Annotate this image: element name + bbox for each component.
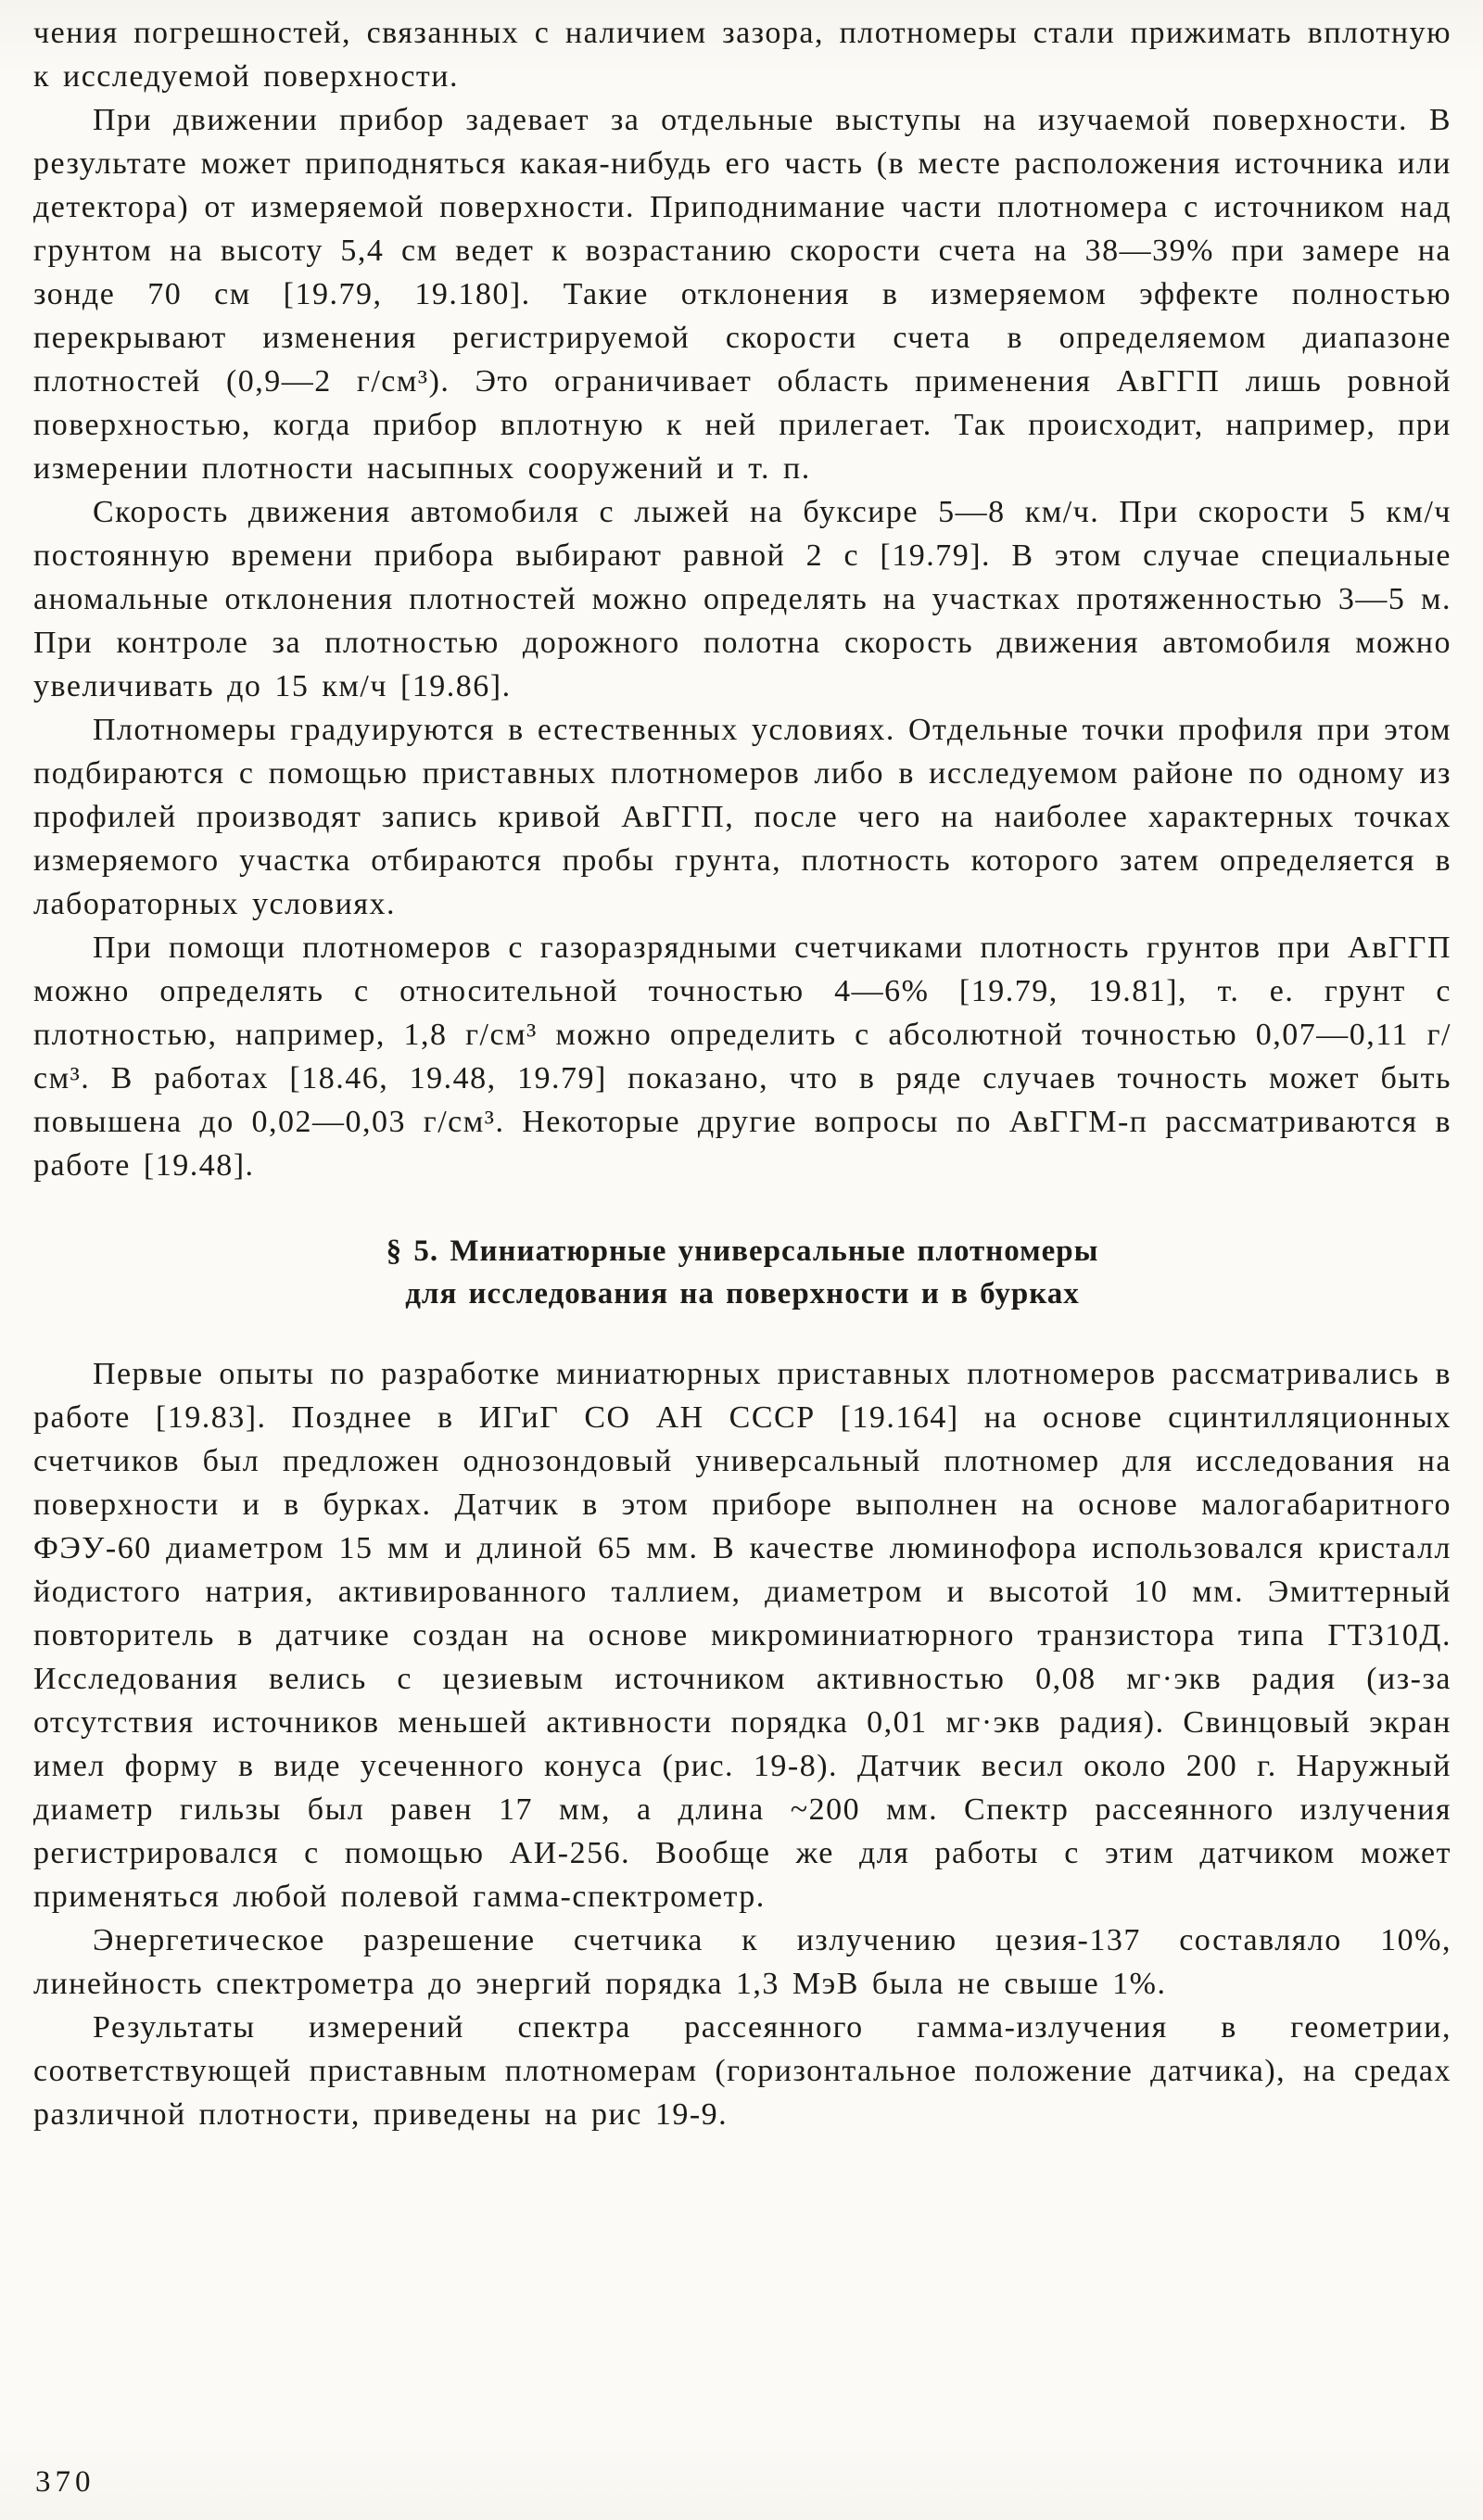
paragraph: При движении прибор задевает за отдельные выступы на изучаемой поверхности. В результате может приподняться какая-нибудь его часть (в месте расположения источника или детектора) от измеряемой поверхности. Приподнимание части плотномера с источником над грунтом на высоту 5,4 см ведет к возрастанию скорости счета на 38—39% при замере на зонде 70 см [19.79, 19.180]. Такие отклонения в измеряемом эффекте полностью перекрывают изменения регистрируемой скорости счета в определяемом диапазоне плотностей (0,9—2 г/см³). Это ограничивает область применения АвГГП лишь ровной поверхностью, когда прибор вплотную к ней прилегает. Так происходит, например, при измерении плотности насыпных сооружений и т. п. bbox=[33, 103, 1451, 486]
paragraph: При помощи плотномеров с газоразрядными счетчиками плотность грунтов при АвГГП можно определять с относительной точностью 4—6% [19.79, 19.81], т. е. грунт с плотностью, например, 1,8 г/см³ можно определить с абсолютной точностью 0,07—0,11 г/см³. В работах [18.46, 19.48, 19.79] показано, что в ряде случаев точность может быть повышена до 0,02—0,03 г/см³. Некоторые другие вопросы по АвГГМ-п рассматриваются в работе [19.48]. bbox=[33, 931, 1451, 1183]
paragraph: Плотномеры градуируются в естественных условиях. Отдельные точки профиля при этом подбираются с помощью приставных плотномеров либо в исследуемом районе по одному из профилей производят запись кривой АвГГП, после чего на наиболее характерных точках измеряемого участка отбираются пробы грунта, плотность которого затем определяется в лабораторных условиях. bbox=[33, 713, 1451, 921]
paragraph: Энергетическое разрешение счетчика к излучению цезия-137 составляло 10%, линейность спектрометра до энергий порядка 1,3 МэВ была не свыше 1%. bbox=[33, 1923, 1451, 2001]
paragraph: Скорость движения автомобиля с лыжей на буксире 5—8 км/ч. При скорости 5 км/ч постоянную времени прибора выбирают равной 2 с [19.79]. В этом случае специальные аномальные отклонения плотностей можно определять на участках протяженностью 3—5 м. При контроле за плотностью дорожного полотна скорость движения автомобиля можно увеличивать до 15 км/ч [19.86]. bbox=[33, 495, 1451, 703]
paragraph-continuation: чения погрешностей, связанных с наличием зазора, плотномеры стали прижимать вплотную к исследуемой поверхности. bbox=[33, 16, 1451, 94]
page-number: 370 bbox=[35, 2465, 95, 2499]
section-heading-line-1: § 5. Миниатюрные универсальные плотномеры bbox=[386, 1235, 1099, 1268]
section-heading-line-2: для исследования на поверхности и в бурках bbox=[405, 1277, 1080, 1311]
paragraph: Первые опыты по разработке миниатюрных приставных плотномеров рассматривались в работе [19.83]. Позднее в ИГиГ СО АН СССР [19.164] на основе сцинтилляционных счетчиков был предложен однозондовый универсальный плотномер для исследования на поверхности и в бурках. Датчик в этом приборе выполнен на основе малогабаритного ФЭУ-60 диаметром 15 мм и длиной 65 мм. В качестве люминофора использовался кристалл йодистого натрия, активированного таллием, диаметром и высотой 10 мм. Эмиттерный повторитель в датчике создан на основе микроминиатюрного транзистора типа ГТ310Д. Исследования велись с цезиевым источником активностью 0,08 мг·экв радия (из-за отсутствия источников меньшей активности порядка 0,01 мг·экв радия). Свинцовый экран имел форму в виде усеченного конуса (рис. 19-8). Датчик весил около 200 г. Наружный диаметр гильзы был равен 17 мм, а длина ~200 мм. Спектр рассеянного излучения регистрировался с помощью АИ-256. Вообще же для работы с этим датчиком может применяться любой полевой гамма-спектрометр. bbox=[33, 1357, 1451, 1914]
paragraph: Результаты измерений спектра рассеянного гамма-излучения в геометрии, соответствующей приставным плотномерам (горизонтальное положение датчика), на средах различной плотности, приведены на рис 19-9. bbox=[33, 2010, 1451, 2132]
section-heading bbox=[89, 1230, 1396, 1315]
